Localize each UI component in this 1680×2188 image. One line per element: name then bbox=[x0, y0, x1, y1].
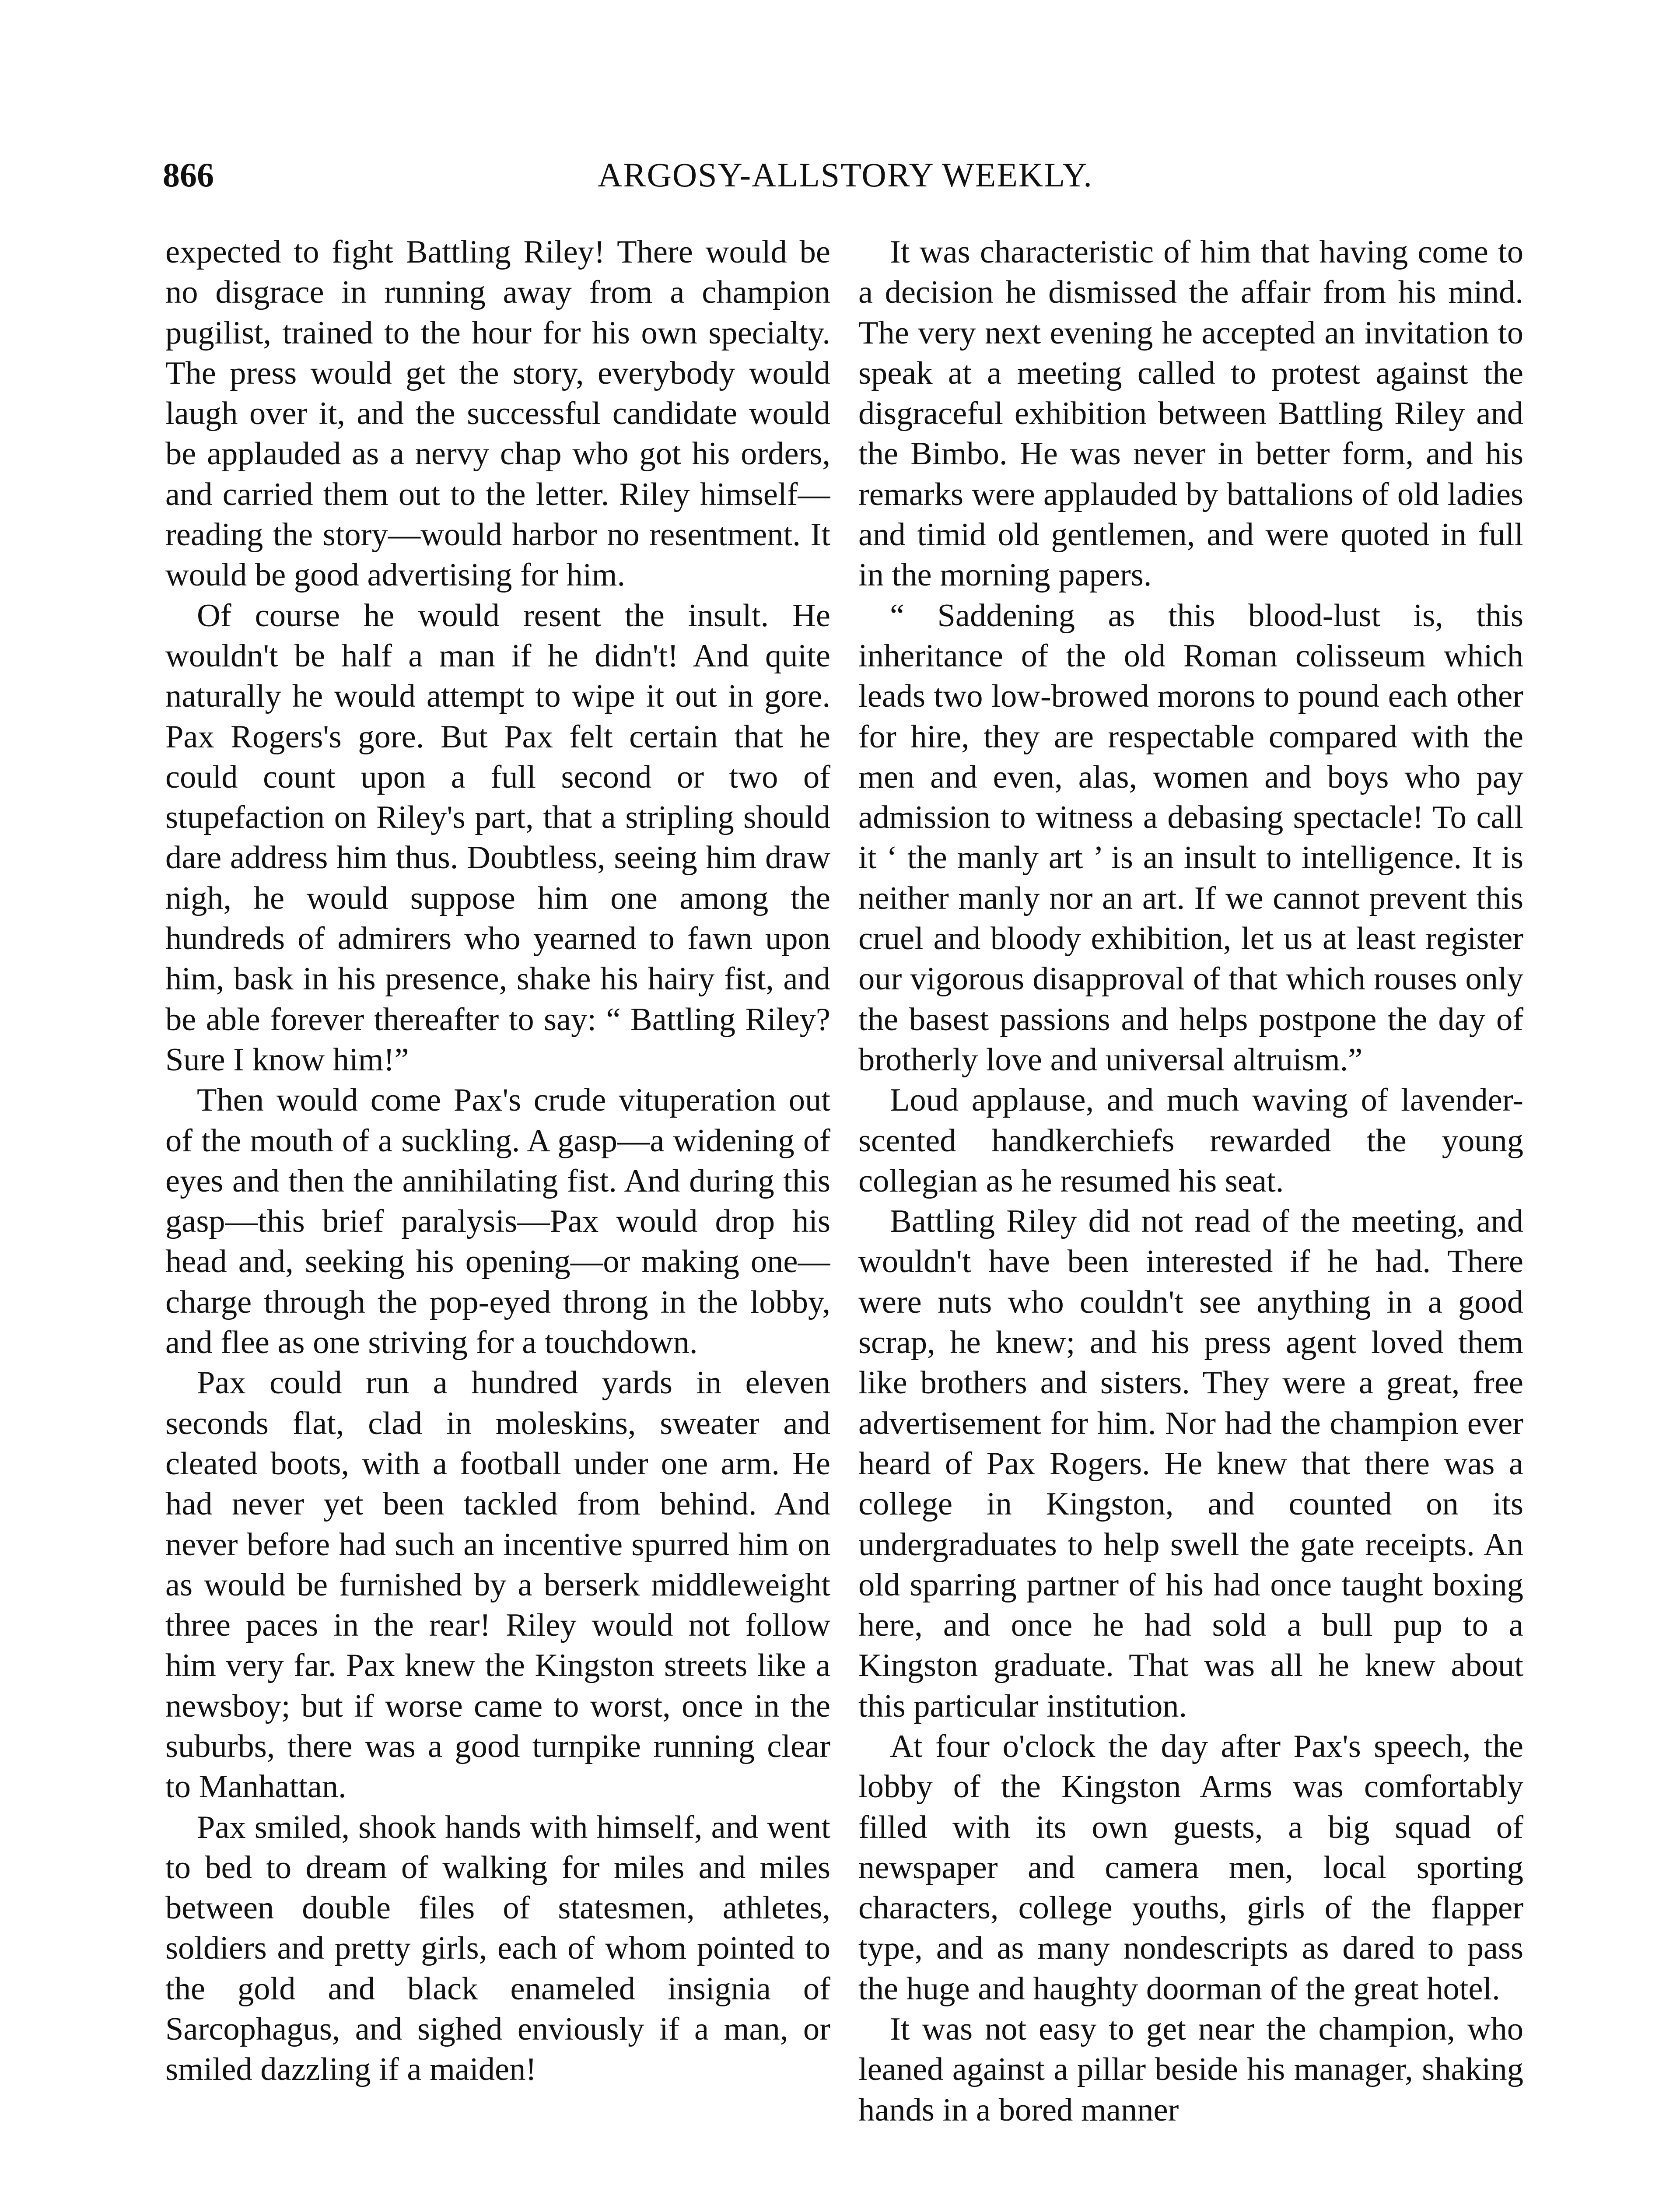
page-header bbox=[163, 153, 1528, 201]
right-column bbox=[858, 232, 1523, 2188]
paragraph: It was not easy to get near the champion, who leaned against a pillar beside his manager, shaking hands in a bored manner bbox=[858, 2011, 1523, 2128]
page-number: 866 bbox=[163, 156, 214, 194]
paragraph: At four o'clock the day after Pax's speech, the lobby of the Kingston Arms was comfortably filled with its own guests, a big squad of newspaper and camera men, local sporting characters, college youths, girls of the flapper type, and as many nondescripts as dared to pass the huge and haughty doorman of the great hotel. bbox=[858, 1728, 1523, 2007]
running-head: ARGOSY-ALLSTORY WEEKLY. bbox=[598, 156, 1093, 194]
paragraph: Pax smiled, shook hands with himself, and went to bed to dream of walking for miles and miles between double files of statesmen, athletes, soldiers and pretty girls, each of whom pointed to the gold and black enameled insignia of Sarcophagus, and sighed enviously if a man, or smiled dazzling if a maiden! bbox=[165, 1809, 830, 2088]
paragraph: Loud applause, and much waving of lavender-scented handkerchiefs rewarded the young collegian as he resumed his seat. bbox=[858, 1082, 1523, 1199]
paragraph: Of course he would resent the insult. He wouldn't be half a man if he didn't! And quite naturally he would attempt to wipe it out in gore. Pax Rogers's gore. But Pax felt certain that he could count upon a full second or two of stupefaction on Riley's part, that a stripling should dare address him thus. Doubtless, seeing him draw nigh, he would suppose him one among the hundreds of admirers who yearned to fawn upon him, bask in his presence, shake his hairy fist, and be able forever thereafter to say: “ Battling Riley? Sure I know him!” bbox=[165, 597, 830, 1078]
paragraph: expected to fight Battling Riley! There would be no disgrace in running away from a champion pugilist, trained to the hour for his own specialty. The press would get the story, everybody would laugh over it, and the successful candidate would be applauded as a nervy chap who got his orders, and carried them out to the letter. Riley himself—reading the story—would harbor no resentment. It would be good advertising for him. bbox=[165, 234, 830, 593]
paragraph: “ Saddening as this blood-lust is, this inheritance of the old Roman colisseum which leads two low-browed morons to pound each other for hire, they are respectable compared with the men and even, alas, women and boys who pay admission to witness a debasing spectacle! To call it ‘ the manly art ’ is an insult to intelligence. It is neither manly nor an art. If we cannot prevent this cruel and bloody exhibition, let us at least register our vigorous disapproval of that which rouses only the basest passions and helps postpone the day of brotherly love and universal altruism.” bbox=[858, 597, 1523, 1078]
paragraph: Pax could run a hundred yards in eleven seconds flat, clad in moleskins, sweater and cleated boots, with a football under one arm. He had never yet been tackled from behind. And never before had such an incentive spurred him on as would be furnished by a berserk middleweight three paces in the rear! Riley would not follow him very far. Pax knew the Kingston streets like a newsboy; but if worse came to worst, once in the suburbs, there was a good turnpike running clear to Manhattan. bbox=[165, 1365, 830, 1805]
paragraph: Then would come Pax's crude vituperation out of the mouth of a suckling. A gasp—a widening of eyes and then the annihilating fist. And during this gasp—this brief paralysis—Pax would drop his head and, seeking his opening—or making one—charge through the pop-eyed throng in the lobby, and flee as one striving for a touchdown. bbox=[165, 1082, 830, 1361]
paragraph: It was characteristic of him that having come to a decision he dismissed the affair from his mind. The very next evening he accepted an invitation to speak at a meeting called to protest against the disgraceful exhibition between Battling Riley and the Bimbo. He was never in better form, and his remarks were applauded by battalions of old ladies and timid old gentlemen, and were quoted in full in the morning papers. bbox=[858, 234, 1523, 593]
left-column bbox=[165, 232, 830, 2188]
paragraph: Battling Riley did not read of the meeting, and wouldn't have been interested if he had. There were nuts who couldn't see anything in a good scrap, he knew; and his press agent loved them like brothers and sisters. They were a great, free advertisement for him. Nor had the champion ever heard of Pax Rogers. He knew that there was a college in Kingston, and counted on its undergraduates to help swell the gate receipts. An old sparring partner of his had once taught boxing here, and once he had sold a bull pup to a Kingston graduate. That was all he knew about this particular institution. bbox=[858, 1203, 1523, 1724]
